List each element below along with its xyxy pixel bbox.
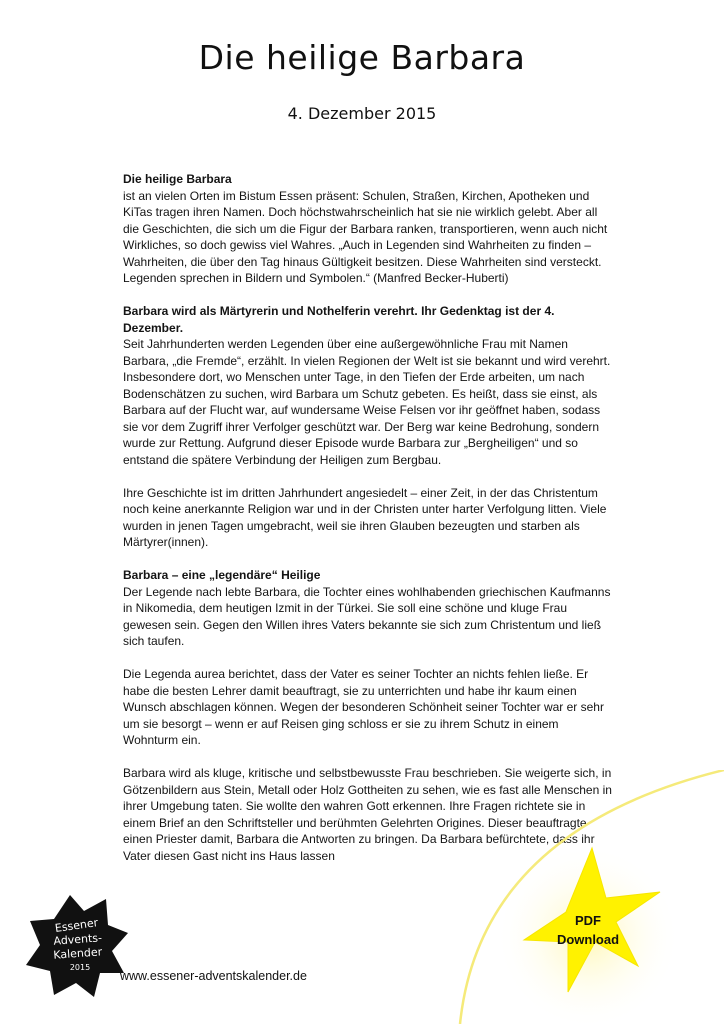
section-paragraph: Barbara wird als kluge, kritische und selbstbewusste Frau beschrieben. Sie weigerte sich, in Götzenbildern aus Stein, Metall oder Holz Gottheiten zu sehen, wie es fast alle Menschen in ihrer Umgebung taten. Sie wollte den wahren Gott erkennen. Ihre Fragen richtete sie in einem Brief an den Schriftsteller und berühmten Gelehrten Origines. Dieser beauftragte einen Priester damit, Barbara die Antworten zu bringen. Da Barbara befürchtete, dass ihr Vater diesen Gast nicht ins Haus lassen (123, 766, 612, 863)
pdf-download-button[interactable] (548, 911, 628, 949)
section-heading: Barbara wird als Märtyrerin und Nothelferin verehrt. Ihr Gedenktag ist der 4. Dezember. (123, 304, 555, 335)
section-paragraph: ist an vielen Orten im Bistum Essen präsent: Schulen, Straßen, Kirchen, Apotheken und KiTas tragen ihren Namen. Doch höchstwahrscheinlich hat sie nie wirklich gelebt. Aber all die Geschichten, die sich um die Figur der Barbara ranken, transportieren, wenn auch nicht Wirkliches, so doch gewiss viel Wahres. „Auch in Legenden sind Wahrheiten zu finden – Wahrheiten, die über den Tag hinaus Gültigkeit besitzen. Diese Wahrheiten sind versteckt. Legenden sprechen in Bildern und Symbolen.“ (Manfred Becker-Huberti) (123, 188, 608, 285)
section-paragraph: Die Legenda aurea berichtet, dass der Vater es seiner Tochter an nichts fehlen ließe. Er habe die besten Lehrer damit beauftragt, sie zu unterrichten und habe ihr kaum einen Wunsch abschlagen können. Wegen der besonderen Schönheit seiner Tochter war er sehr um sie besorgt – wenn er auf Reisen ging schloss er sie zu ihrem Schutz in einem Wohnturm ein. (123, 667, 604, 747)
page-title: Die heilige Barbara (198, 38, 526, 77)
page-date: 4. Dezember 2015 (287, 104, 437, 123)
section-martyr (123, 303, 615, 468)
logo-line-2: Advents- (53, 931, 103, 948)
section-paragraph: Ihre Geschichte ist im dritten Jahrhundert angesiedelt – einer Zeit, in der das Christentum noch keine anerkannte Religion war und in der Christen unter harter Verfolgung litten. Viele wurden in jenen Tagen umgebracht, weil sie ihren Glauben bezeugten und starben als Märtyrer(innen). (123, 485, 607, 549)
logo-line-3: Kalender (52, 945, 103, 962)
section-legenda-aurea (123, 666, 615, 749)
section-heading: Die heilige Barbara (123, 172, 232, 186)
section-paragraph: Seit Jahrhunderten werden Legenden über eine außergewöhnliche Frau mit Namen Barbara, „die Fremde“, erzählt. In vielen Regionen der Welt ist sie bekannt und wird verehrt. Insbesondere dort, wo Menschen unter Tage, in den Tiefen der Erde arbeiten, um nach Bodenschätzen zu suchen, wird Barbara um Schutz gebeten. Es heißt, dass sie einst, als Barbara auf der Flucht war, auf wundersame Weise Felsen vor ihr geöffnet haben, sodass sie vor dem Zugriff ihrer Verfolger geschützt war. Der Berg war keine Bedrohung, sondern wurde zur Rettung. Aufgrund dieser Episode wurde Barbara zur „Bergheiligen“ und so entstand die spätere Verbindung der Heiligen zum Bergbau. (123, 337, 611, 467)
logo-line-1: Essener (54, 916, 99, 935)
pdf-label: PDF (575, 913, 601, 928)
section-intro (123, 171, 615, 287)
section-paragraph: Der Legende nach lebte Barbara, die Tochter eines wohlhabenden griechischen Kaufmanns in Nikomedia, dem heutigen Izmit in der Türkei. Sie soll eine schöne und kluge Frau gewesen sein. Gegen den Willen ihres Vaters bekannte sie sich zum Christentum und ließ sich taufen. (123, 584, 611, 648)
footer-url-link[interactable]: www.essener-adventskalender.de (120, 969, 307, 983)
logo-line-4: 2015 (69, 963, 91, 972)
section-history (123, 485, 615, 551)
section-legend (123, 567, 615, 650)
section-heading: Barbara – eine „legendäre“ Heilige (123, 568, 321, 582)
essener-adventskalender-logo (24, 893, 130, 999)
download-label: Download (556, 932, 620, 947)
pdf-download-star-icon[interactable] (420, 770, 724, 1024)
